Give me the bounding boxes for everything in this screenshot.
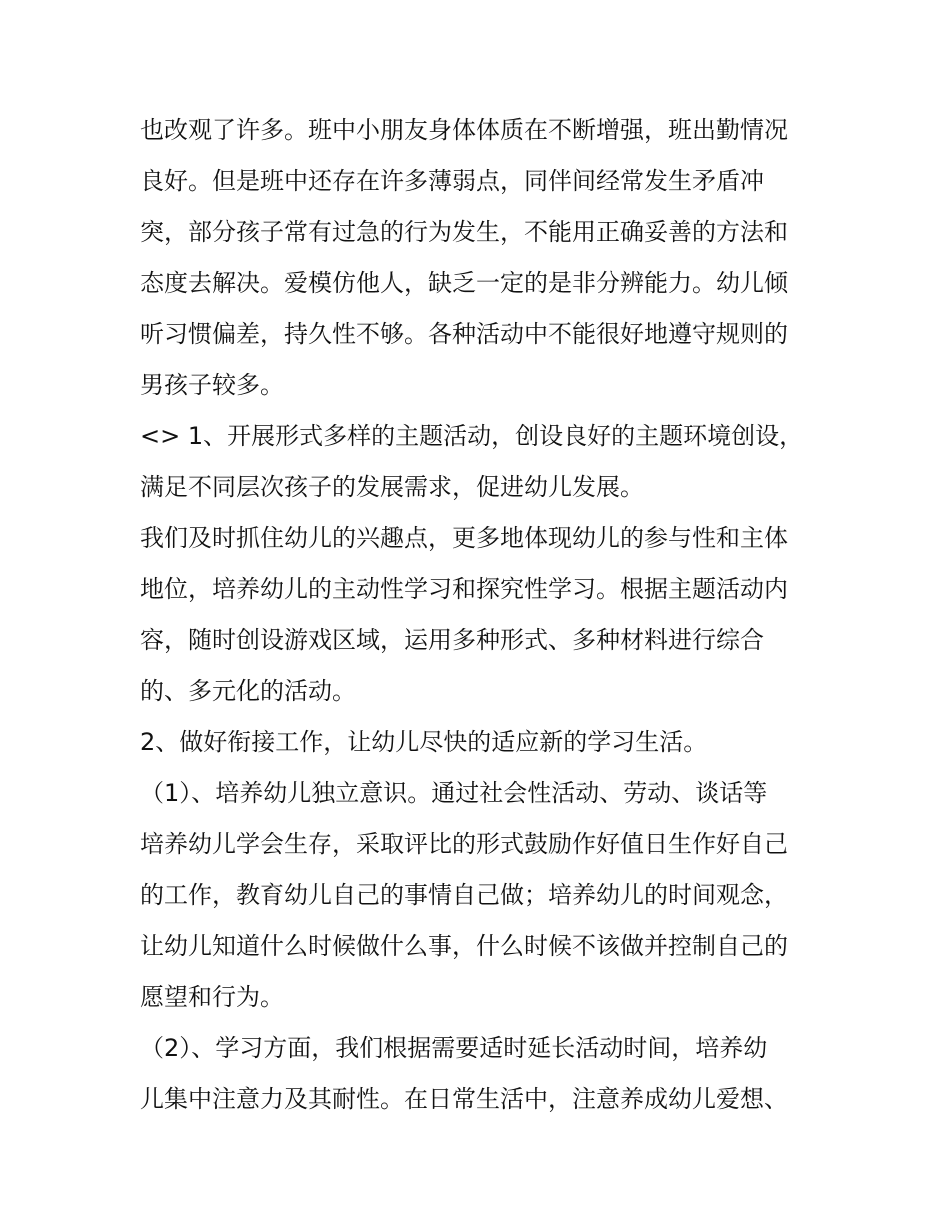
text-line-20: 儿集中注意力及其耐性。在日常生活中，注意养成幼儿爱想、 (140, 1085, 788, 1113)
text-line-2: 良好。但是班中还存在许多薄弱点，同伴间经常发生矛盾冲 (140, 167, 764, 195)
text-line-17: 让幼儿知道什么时候做什么事，什么时候不该做并控制自己的 (140, 932, 788, 960)
text-line-10: 地位，培养幼儿的主动性学习和探究性学习。根据主题活动内 (140, 575, 788, 603)
text-line-15: 培养幼儿学会生存，采取评比的形式鼓励作好值日生作好自己 (140, 830, 788, 858)
text-line-14: （1）、培养幼儿独立意识。通过社会性活动、劳动、谈话等 (140, 779, 768, 807)
text-line-7: <> 1、开展形式多样的主题活动，创设良好的主题环境创设， (140, 422, 804, 450)
text-line-12: 的、多元化的活动。 (140, 677, 356, 705)
text-line-9: 我们及时抓住幼儿的兴趣点，更多地体现幼儿的参与性和主体 (140, 524, 788, 552)
text-line-3: 突，部分孩子常有过急的行为发生，不能用正确妥善的方法和 (140, 218, 788, 246)
text-line-1: 也改观了许多。班中小朋友身体体质在不断增强，班出勤情况 (140, 116, 788, 144)
text-line-16: 的工作，教育幼儿自己的事情自己做；培养幼儿的时间观念， (140, 881, 788, 909)
text-line-11: 容，随时创设游戏区域，运用多种形式、多种材料进行综合 (140, 626, 764, 654)
text-line-6: 男孩子较多。 (140, 371, 284, 399)
text-line-8: 满足不同层次孩子的发展需求，促进幼儿发展。 (140, 473, 644, 501)
text-line-18: 愿望和行为。 (140, 983, 284, 1011)
text-line-4: 态度去解决。爱模仿他人，缺乏一定的是非分辨能力。幼儿倾 (140, 269, 788, 297)
text-line-13: 2、做好衔接工作，让幼儿尽快的适应新的学习生活。 (140, 728, 708, 756)
text-line-19: （2）、学习方面，我们根据需要适时延长活动时间，培养幼 (140, 1034, 768, 1062)
text-line-5: 听习惯偏差，持久性不够。各种活动中不能很好地遵守规则的 (140, 320, 788, 348)
